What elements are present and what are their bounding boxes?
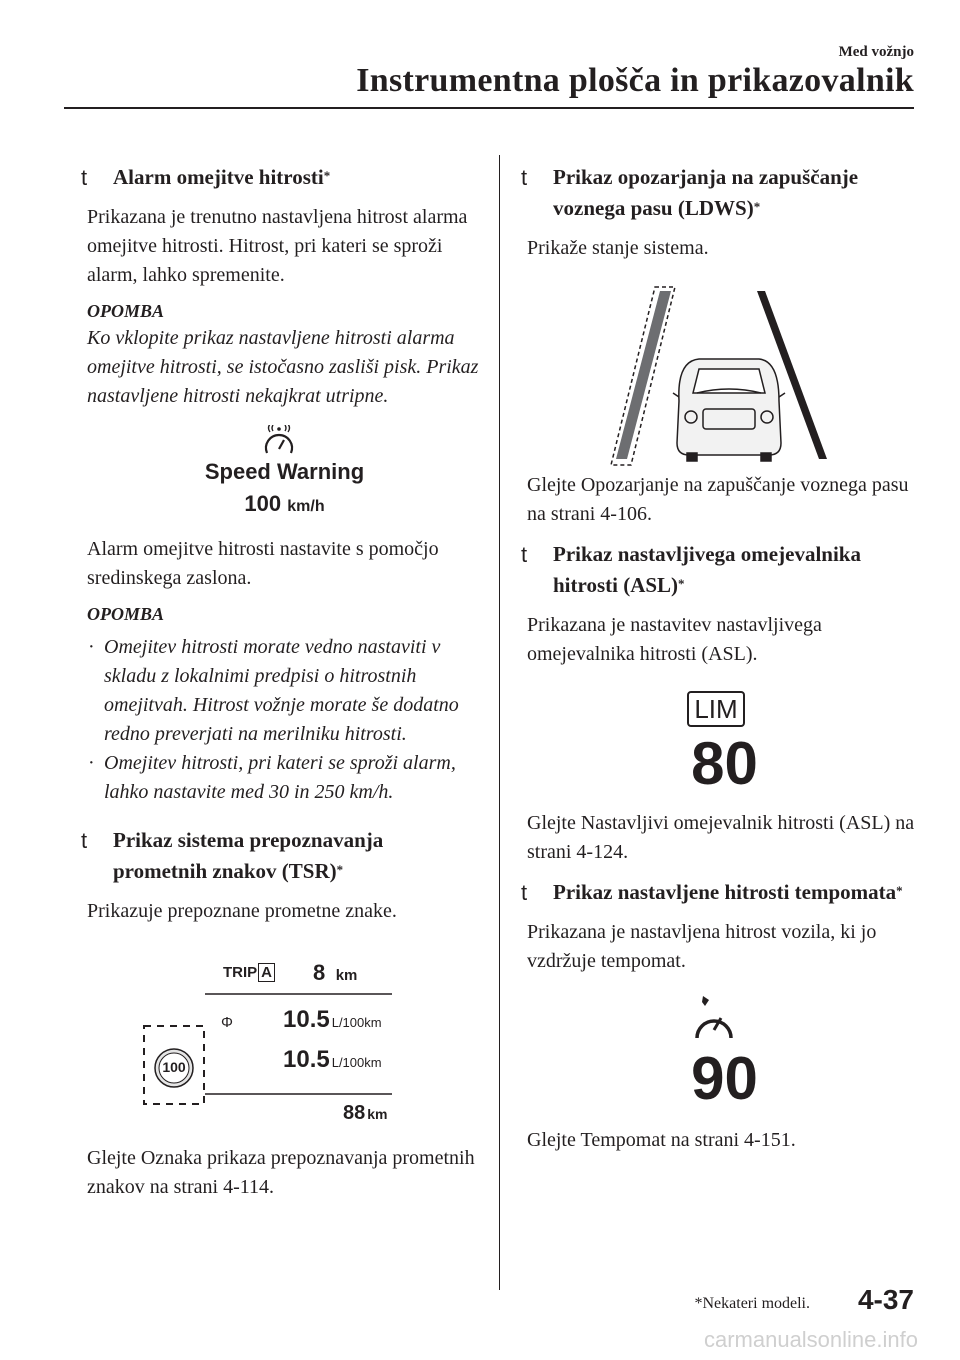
- heading-text: Prikaz opozarjanja na zapuščanje voznega pasu (LDWS): [553, 165, 859, 220]
- trip-distance-value: 8: [313, 960, 326, 985]
- car-icon: [673, 359, 785, 461]
- running-header-title: Instrumentna plošča in prikazovalnik: [356, 62, 914, 99]
- section-marker: t: [521, 880, 528, 905]
- heading-text: Alarm omejitve hitrosti: [113, 165, 324, 189]
- speed-alarm-setup-text: Alarm omejitve hitrosti nastavite s pomočjo sredinskega zaslona.: [87, 538, 439, 589]
- tsr-reference: Glejte Oznaka prikaza prepoznavanja prometnih znakov na strani 4-114.: [87, 1147, 475, 1198]
- asl-text: Prikazana je nastavitev nastavljivega omejevalnika hitrosti (ASL).: [527, 614, 822, 665]
- tsr-display-figure: [87, 952, 482, 1132]
- consumption-value: 10.5: [283, 1006, 330, 1033]
- note-text: Ko vklopite prikaz nastavljene hitrosti alarma omejitve hitrosti, se istočasno zasliši pisk. Prikaz nastavljene hitrosti nekajkrat utripne.: [87, 327, 479, 407]
- cruise-text: Prikazana je nastavljena hitrost vozila, ki jo vzdržuje tempomat.: [527, 921, 877, 972]
- heading-text: Prikaz nastavljene hitrosti tempomata: [553, 880, 897, 904]
- asterisk: *: [753, 199, 761, 214]
- cruise-control-icon: [689, 996, 739, 1042]
- trip-row: [223, 964, 275, 982]
- tsr-text: Prikazuje prepoznane prometne znake.: [87, 900, 397, 922]
- range-unit: km: [367, 1106, 388, 1122]
- section-marker: t: [81, 828, 88, 853]
- page-number: 4-37: [857, 1284, 914, 1315]
- heading-text: Prikaz sistema prepoznavanja prometnih znakov (TSR): [113, 828, 384, 883]
- note-bullet-1: · Omejitev hitrosti morate vedno nastaviti v skladu z lokalnimi predpisi o hitrostnih omejitvah. Hitrost vožnje morate še dodatno redno preverjati na merilniku hitrosti.: [88, 636, 459, 745]
- consumption-value: 10.5: [283, 1046, 330, 1073]
- left-column: [81, 162, 482, 1210]
- trip-distance: [313, 960, 357, 986]
- speed-value: 100: [244, 491, 282, 516]
- lim-badge: LIM: [687, 691, 745, 727]
- ldws-text: Prikaže stanje sistema.: [527, 237, 709, 259]
- consumption-average: [283, 1046, 382, 1074]
- column-divider: [499, 155, 500, 1290]
- consumption-unit: L/100km: [331, 1055, 382, 1070]
- section-marker: t: [521, 542, 528, 567]
- speed-warning-icon: [259, 425, 299, 459]
- fuel-symbol: Φ: [221, 1014, 233, 1031]
- asterisk: *: [678, 576, 685, 591]
- speed-warning-figure: [87, 425, 482, 535]
- watermark: carmanualsonline.info: [703, 1327, 918, 1352]
- asterisk: *: [896, 883, 903, 898]
- trip-label: TRIP: [223, 964, 258, 981]
- speed-warning-label: Speed Warning: [204, 459, 365, 484]
- asl-speed-value: 80: [691, 730, 758, 797]
- range-value: 88: [343, 1102, 366, 1124]
- cruise-speed-value: 90: [691, 1045, 758, 1112]
- note-bullet-2: · Omejitev hitrosti, pri kateri se sproži alarm, lahko nastavite med 30 in 250 km/h.: [88, 752, 456, 803]
- section-marker: t: [521, 165, 528, 190]
- header-rule: [64, 107, 914, 109]
- heading-text: Prikaz nastavljivega omejevalnika hitrosti (ASL): [553, 542, 861, 597]
- speed-warning-value: [87, 491, 482, 517]
- consumption-current: [283, 1006, 382, 1034]
- heading-tsr: [81, 825, 482, 887]
- note2-label: OPOMBA: [87, 604, 165, 624]
- ldws-reference: Glejte Opozarjanje na zapuščanje voznega pasu na strani 4-106.: [527, 474, 909, 525]
- consumption-unit: L/100km: [331, 1015, 382, 1030]
- lane-departure-graphic: [527, 281, 922, 471]
- running-header-section: Med vožnjo: [838, 44, 914, 60]
- cruise-reference: Glejte Tempomat na strani 4-151.: [527, 1129, 796, 1151]
- tsr-sign-value: 100: [162, 1059, 186, 1075]
- speed-unit: km/h: [287, 498, 325, 515]
- note-label: OPOMBA: [87, 301, 165, 321]
- trip-letter: A: [258, 963, 275, 982]
- cruise-figure: [527, 996, 922, 1126]
- asl-reference: Glejte Nastavljivi omejevalnik hitrosti (ASL) na strani 4-124.: [527, 812, 915, 863]
- ldws-figure: [527, 281, 922, 471]
- heading-cruise: [521, 877, 922, 908]
- range-row: [343, 1102, 387, 1125]
- heading-asl: [521, 539, 922, 601]
- footnote-models: *Nekateri modeli.: [694, 1295, 810, 1312]
- speed-alarm-text: Prikazana je trenutno nastavljena hitrost alarma omejitve hitrosti. Hitrost, pri kateri se sproži alarm, lahko spremenite.: [87, 206, 468, 286]
- tsr-display-graphic: [87, 952, 482, 1132]
- asterisk: *: [336, 862, 344, 877]
- section-marker: t: [81, 165, 88, 190]
- right-column: [521, 162, 922, 1163]
- asterisk: *: [323, 168, 331, 183]
- heading-ldws: [521, 162, 922, 224]
- bullet-text: Omejitev hitrosti, pri kateri se sproži alarm, lahko nastavite med 30 in 250 km/h.: [104, 752, 456, 803]
- heading-speed-alarm: [81, 162, 482, 193]
- bullet-text: Omejitev hitrosti morate vedno nastaviti v skladu z lokalnimi predpisi o hitrostnih omejitvah. Hitrost vožnje morate še dodatno redno preverjati na merilniku hitrosti.: [104, 636, 459, 745]
- trip-distance-unit: km: [335, 967, 358, 984]
- asl-figure: [527, 691, 922, 809]
